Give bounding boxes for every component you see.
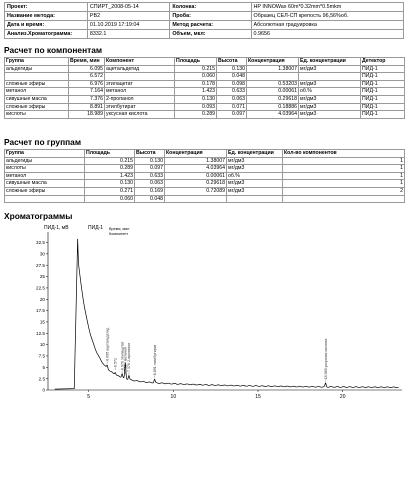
column-header: Ед. концентрации bbox=[299, 58, 361, 66]
info-value: СПИРТ_2008-05-14 bbox=[87, 3, 169, 12]
table-row bbox=[5, 165, 405, 173]
column-header: Группа bbox=[5, 58, 69, 66]
table-cell: кислоты bbox=[5, 165, 85, 173]
info-table bbox=[4, 2, 404, 39]
legend-time: Время, мин bbox=[109, 227, 130, 231]
x-tick-label: 20 bbox=[339, 394, 346, 400]
info-value: 8332.1 bbox=[87, 30, 169, 39]
table-cell: 0.18886 bbox=[247, 103, 299, 111]
table-row bbox=[5, 95, 405, 103]
table-cell: альдегиды bbox=[5, 157, 85, 165]
table-cell: 7.164 bbox=[69, 88, 105, 96]
peak-label: 6.095 ацетальдегид bbox=[105, 327, 110, 361]
y-tick-label: 15 bbox=[39, 319, 45, 325]
table-cell: 0.093 bbox=[175, 103, 217, 111]
table-row bbox=[5, 111, 405, 119]
components-table bbox=[4, 57, 405, 119]
y-tick-label: 32.5 bbox=[36, 240, 45, 246]
info-label: Название метода: bbox=[5, 12, 88, 21]
table-cell: этилбутират bbox=[105, 103, 175, 111]
table-row bbox=[5, 172, 405, 180]
table-cell: мг/дм3 bbox=[227, 165, 283, 173]
info-label: Метод расчета: bbox=[170, 21, 251, 30]
table-cell: мг/дм3 bbox=[299, 65, 361, 73]
table-cell: 0.72089 bbox=[165, 187, 227, 195]
chromatogram-trace bbox=[55, 239, 399, 389]
table-cell: кислоты bbox=[5, 111, 69, 119]
peak-label: 18.989 уксусная кислота bbox=[323, 338, 328, 380]
info-row bbox=[5, 12, 404, 21]
table-cell: 6.572 bbox=[69, 73, 105, 81]
table-cell: ацетальдегид bbox=[105, 65, 175, 73]
column-header: Площадь bbox=[175, 58, 217, 66]
info-label: Колонка: bbox=[170, 3, 251, 12]
table-cell: ПИД-1 bbox=[361, 80, 405, 88]
table-cell bbox=[299, 73, 361, 81]
column-header: Высота bbox=[217, 58, 247, 66]
column-header: Компонент bbox=[105, 58, 175, 66]
peak-label: 6.976 этилацетат bbox=[120, 341, 125, 371]
y-tick-label: 30 bbox=[39, 251, 45, 257]
x-tick-label: 5 bbox=[87, 394, 91, 400]
table-cell: мг/дм3 bbox=[227, 157, 283, 165]
table-cell bbox=[227, 195, 283, 203]
info-value: PB2 bbox=[87, 12, 169, 21]
table-cell: 1 bbox=[283, 165, 405, 173]
info-row bbox=[5, 30, 404, 39]
column-header: Концентрация bbox=[165, 150, 227, 158]
info-label: Проба: bbox=[170, 12, 251, 21]
table-row bbox=[5, 88, 405, 96]
table-row bbox=[5, 187, 405, 195]
info-label: Анализ.Хроматограмма: bbox=[5, 30, 88, 39]
table-cell: 2 bbox=[283, 187, 405, 195]
table-cell: альдегиды bbox=[5, 65, 69, 73]
table-cell bbox=[247, 73, 299, 81]
info-row bbox=[5, 21, 404, 30]
table-cell: 0.271 bbox=[85, 187, 135, 195]
table-cell bbox=[5, 73, 69, 81]
column-header: Кол-во компонентов bbox=[283, 150, 405, 158]
table-cell: 0.097 bbox=[135, 165, 165, 173]
table-cell: 0.130 bbox=[85, 180, 135, 188]
table-cell: 0.097 bbox=[217, 111, 247, 119]
table-cell: 4.03964 bbox=[247, 111, 299, 119]
peak-label: 7.164 метанол bbox=[123, 347, 128, 372]
column-header: Площадь bbox=[85, 150, 135, 158]
table-cell: метанол bbox=[5, 88, 69, 96]
column-header: Ед. концентрации bbox=[227, 150, 283, 158]
table-cell: 8.891 bbox=[69, 103, 105, 111]
column-header: Группа bbox=[5, 150, 85, 158]
table-cell: 0.00061 bbox=[165, 172, 227, 180]
table-cell: 0.289 bbox=[85, 165, 135, 173]
table-cell: 4.03964 bbox=[165, 165, 227, 173]
table-cell: 1 bbox=[283, 180, 405, 188]
table-cell: 0.29618 bbox=[247, 95, 299, 103]
y-tick-label: 7.5 bbox=[38, 353, 45, 359]
table-cell: 0.29618 bbox=[165, 180, 227, 188]
table-cell: 0.169 bbox=[135, 187, 165, 195]
table-cell: 18.989 bbox=[69, 111, 105, 119]
table-cell bbox=[165, 195, 227, 203]
table-cell: мг/дм3 bbox=[299, 103, 361, 111]
table-cell: 1.423 bbox=[175, 88, 217, 96]
table-cell: ПИД-1 bbox=[361, 103, 405, 111]
peak-label: 7.376 2-пропанол bbox=[127, 342, 132, 372]
table-cell: об.% bbox=[299, 88, 361, 96]
table-cell: 0.048 bbox=[217, 73, 247, 81]
y-tick-label: 2.5 bbox=[38, 376, 45, 382]
info-label: Объем, мкл: bbox=[170, 30, 251, 39]
table-row bbox=[5, 73, 405, 81]
table-cell: 0.130 bbox=[217, 65, 247, 73]
table-cell: 0.063 bbox=[135, 180, 165, 188]
y-tick-label: 22.5 bbox=[36, 285, 45, 291]
table-cell: 0.130 bbox=[135, 157, 165, 165]
table-cell: сивушные масла bbox=[5, 180, 85, 188]
table-cell: ПИД-1 bbox=[361, 95, 405, 103]
table-cell: 0.215 bbox=[175, 65, 217, 73]
groups-table bbox=[4, 149, 405, 203]
x-tick-label: 10 bbox=[170, 394, 177, 400]
table-cell: сложные эфиры bbox=[5, 103, 69, 111]
table-cell: 2-пропанол bbox=[105, 95, 175, 103]
legend-component: Компонент bbox=[109, 232, 129, 236]
peak-label: 6.572 bbox=[113, 357, 118, 367]
y-tick-label: 27.5 bbox=[36, 262, 45, 268]
table-cell: ПИД-1 bbox=[361, 88, 405, 96]
table-cell bbox=[283, 195, 405, 203]
table-cell: мг/дм3 bbox=[227, 187, 283, 195]
table-cell: 0.060 bbox=[85, 195, 135, 203]
table-row bbox=[5, 80, 405, 88]
table-cell: мг/дм3 bbox=[299, 111, 361, 119]
table-cell: 0.633 bbox=[135, 172, 165, 180]
table-cell: 0.00061 bbox=[247, 88, 299, 96]
info-row bbox=[5, 3, 404, 12]
y-tick-label: 0 bbox=[42, 387, 45, 393]
table-cell: ПИД-1 bbox=[361, 111, 405, 119]
table-cell: 0.063 bbox=[217, 95, 247, 103]
table-cell bbox=[105, 73, 175, 81]
table-cell: 7.376 bbox=[69, 95, 105, 103]
table-cell: уксусная кислота bbox=[105, 111, 175, 119]
y-tick-label: 10 bbox=[39, 342, 45, 348]
table-cell: 0.178 bbox=[175, 80, 217, 88]
table-cell: сивушные масла bbox=[5, 95, 69, 103]
peak-label: 8.891 этилбутират bbox=[152, 344, 157, 376]
table-cell: 0.633 bbox=[217, 88, 247, 96]
table-cell: метанол bbox=[5, 172, 85, 180]
info-value: Абсолютная градуировка bbox=[251, 21, 403, 30]
y-tick-label: 12.5 bbox=[36, 330, 45, 336]
groups-section-title: Расчет по группам bbox=[4, 137, 82, 147]
table-cell: 0.071 bbox=[217, 103, 247, 111]
table-cell: метанол bbox=[105, 88, 175, 96]
table-cell: об.% bbox=[227, 172, 283, 180]
table-cell: 0.048 bbox=[135, 195, 165, 203]
table-cell: 1 bbox=[283, 157, 405, 165]
table-cell: сложные эфиры bbox=[5, 187, 85, 195]
table-cell: 6.095 bbox=[69, 65, 105, 73]
table-row bbox=[5, 103, 405, 111]
detector-label: ПИД-1 bbox=[88, 225, 104, 231]
table-cell: ПИД-1 bbox=[361, 73, 405, 81]
y-tick-label: 25 bbox=[39, 274, 45, 280]
table-cell: 0.098 bbox=[217, 80, 247, 88]
chromatogram-section-title: Хроматограммы bbox=[4, 211, 73, 221]
table-cell: 1 bbox=[283, 172, 405, 180]
table-cell bbox=[5, 195, 85, 203]
table-cell: ПИД-1 bbox=[361, 65, 405, 73]
chromatogram-chart bbox=[0, 220, 409, 480]
info-label: Проект: bbox=[5, 3, 88, 12]
table-row bbox=[5, 157, 405, 165]
table-cell: мг/дм3 bbox=[299, 80, 361, 88]
table-cell: мг/дм3 bbox=[299, 95, 361, 103]
info-value: 0.9656 bbox=[251, 30, 403, 39]
table-row bbox=[5, 65, 405, 73]
info-value: 01.10.2019 17:19:04 bbox=[87, 21, 169, 30]
x-tick-label: 15 bbox=[255, 394, 261, 400]
y-tick-label: 5 bbox=[42, 364, 45, 370]
y-tick-label: 20 bbox=[39, 296, 45, 302]
table-cell: этилацетат bbox=[105, 80, 175, 88]
components-section-title: Расчет по компонентам bbox=[4, 45, 103, 55]
table-cell: 1.423 bbox=[85, 172, 135, 180]
table-cell: 0.289 bbox=[175, 111, 217, 119]
table-cell: 0.130 bbox=[175, 95, 217, 103]
table-row bbox=[5, 180, 405, 188]
table-cell: 1.38007 bbox=[247, 65, 299, 73]
table-cell: мг/дм3 bbox=[227, 180, 283, 188]
table-cell: 0.53203 bbox=[247, 80, 299, 88]
table-cell: 0.215 bbox=[85, 157, 135, 165]
table-cell: 6.976 bbox=[69, 80, 105, 88]
table-cell: 0.060 bbox=[175, 73, 217, 81]
y-tick-label: 17.5 bbox=[36, 308, 45, 314]
info-value: HP INNOWax 60m*0.32mm*0.5mkm bbox=[251, 3, 403, 12]
table-cell: 1.38007 bbox=[165, 157, 227, 165]
column-header: Высота bbox=[135, 150, 165, 158]
info-label: Дата и время: bbox=[5, 21, 88, 30]
column-header: Концентрация bbox=[247, 58, 299, 66]
table-row bbox=[5, 195, 405, 203]
y-axis-label: ПИД-1, мВ bbox=[44, 225, 69, 231]
table-cell: сложные эфиры bbox=[5, 80, 69, 88]
info-value: Образец СЕЛ-СП крепость 96,56%об. bbox=[251, 12, 403, 21]
column-header: Время, мин bbox=[69, 58, 105, 66]
column-header: Детектор bbox=[361, 58, 405, 66]
